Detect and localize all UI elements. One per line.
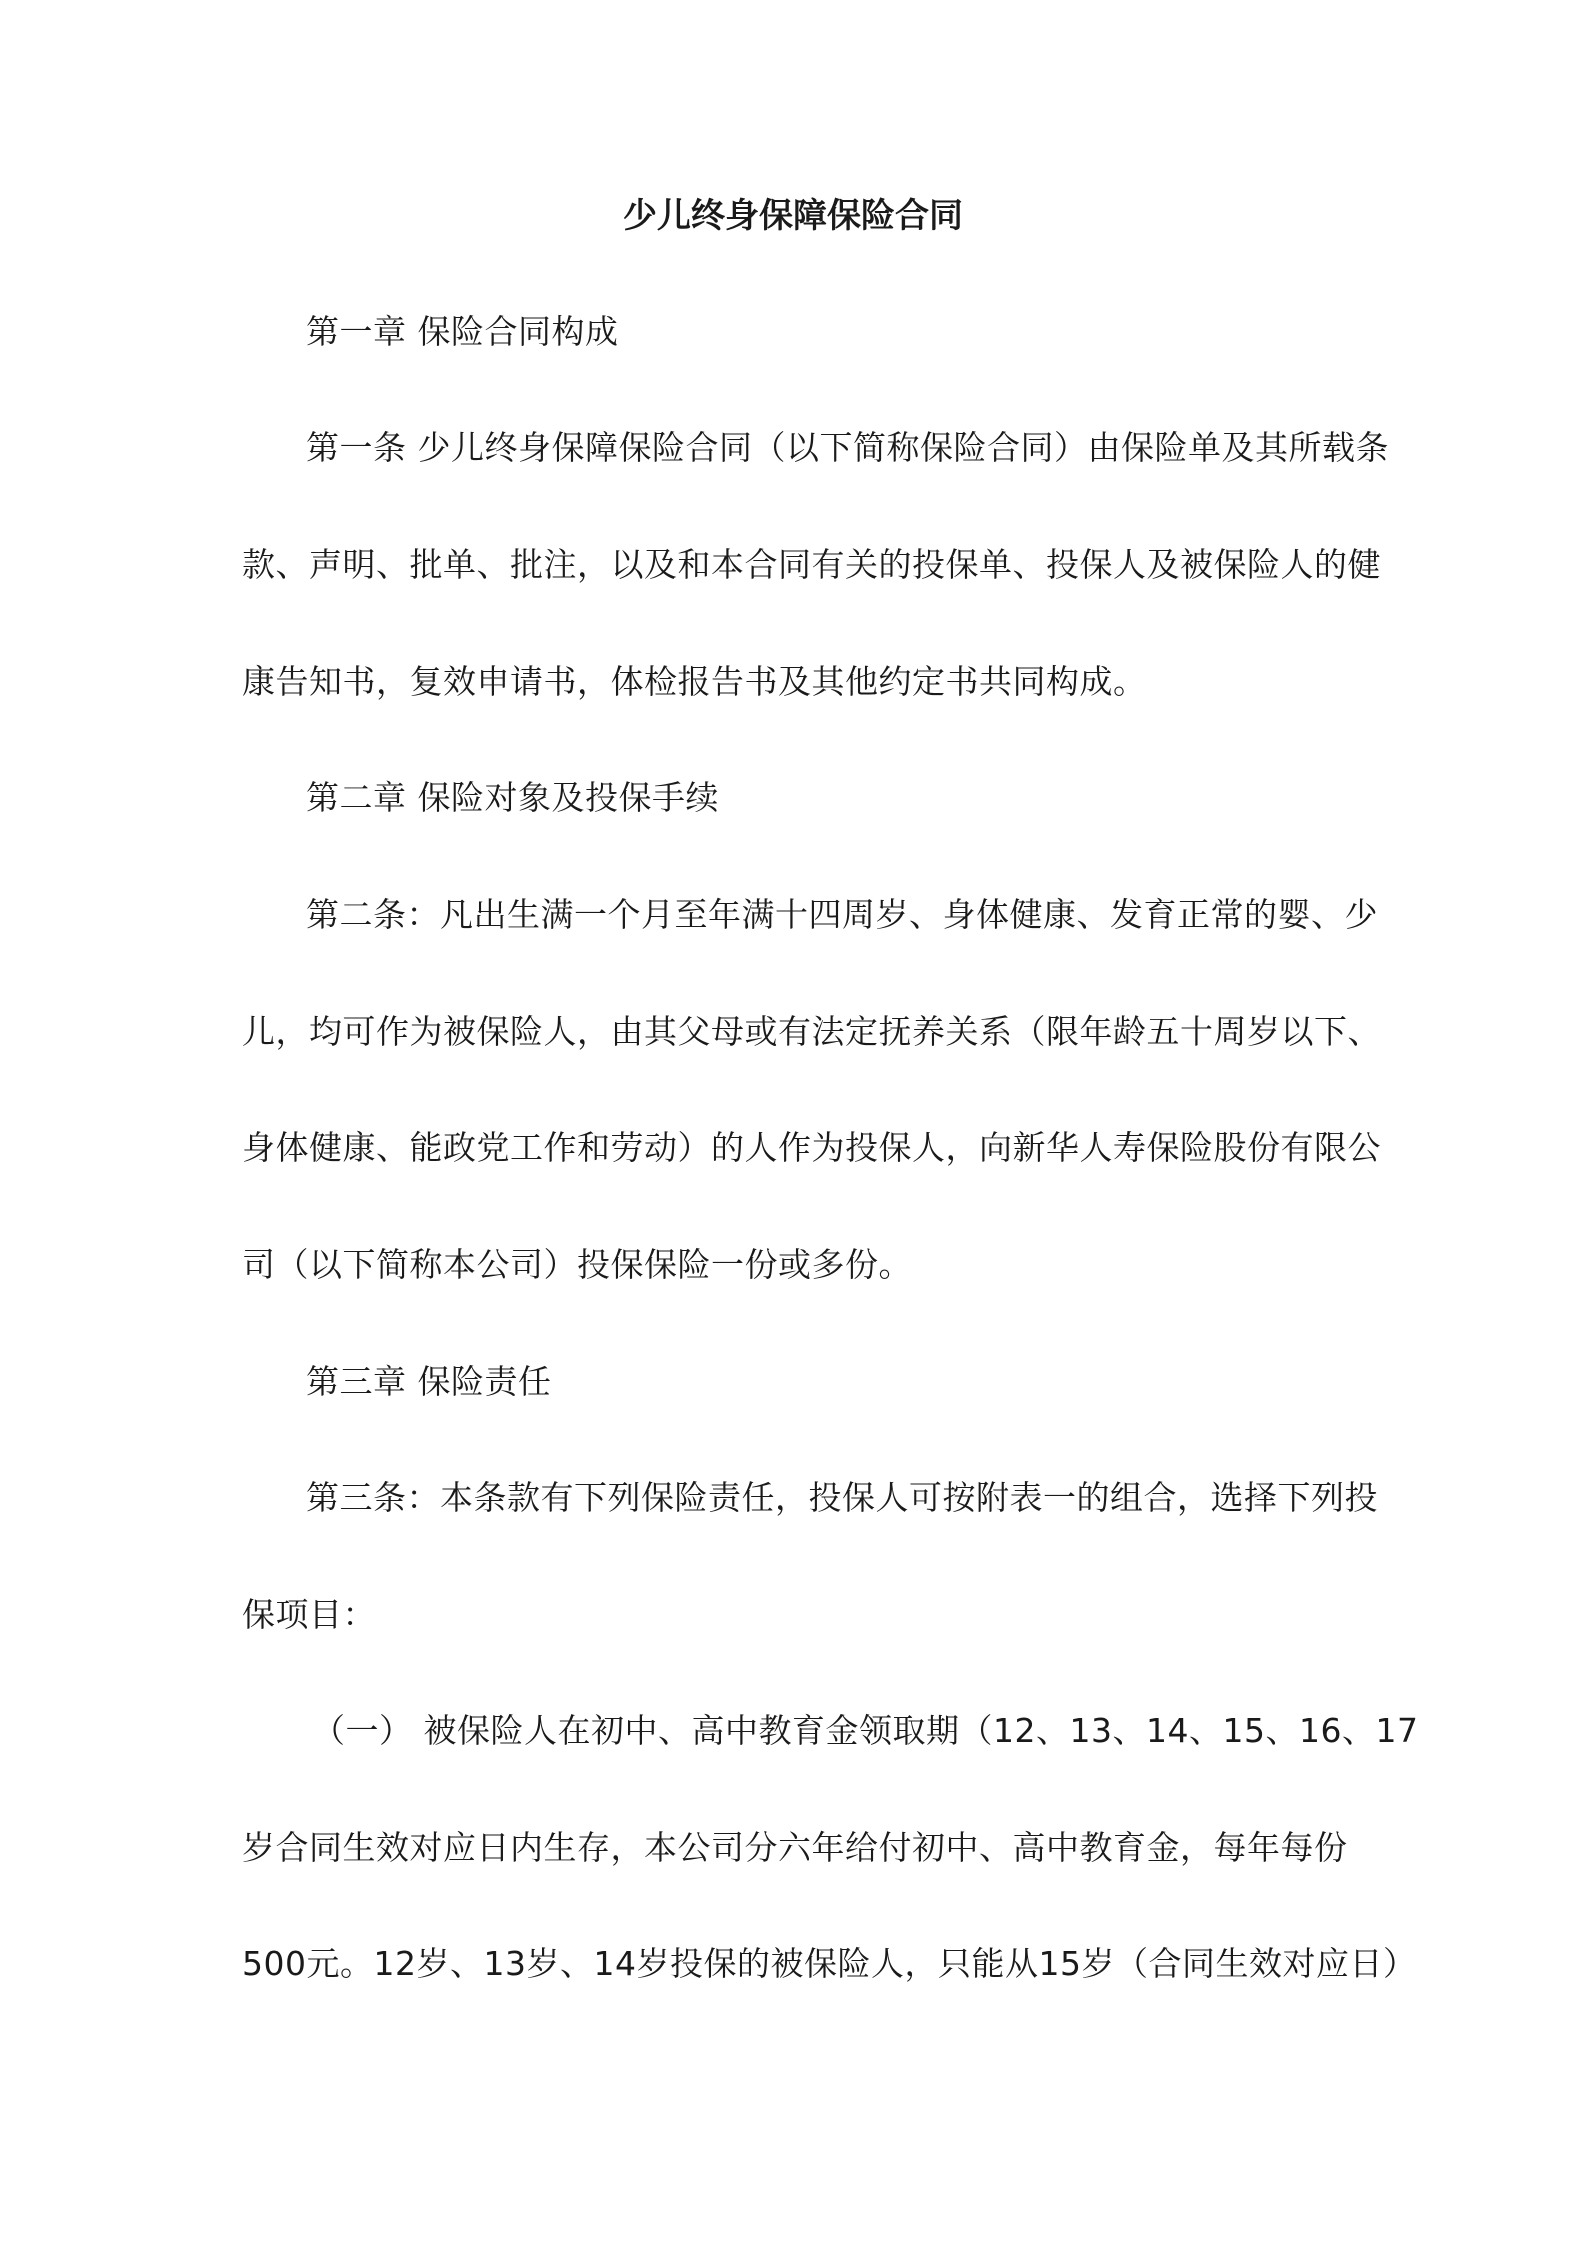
article-1-line-1: 第一条 少儿终身保障保险合同（以下简称保险合同）由保险单及其所载条 (306, 428, 1389, 467)
article-2-line-3: 身体健康、能政党工作和劳动）的人作为投保人，向新华人寿保险股份有限公 (242, 1128, 1381, 1167)
article-2-line-4: 司（以下简称本公司）投保保险一份或多份。 (242, 1245, 912, 1284)
chapter-3-heading: 第三章 保险责任 (306, 1362, 552, 1401)
article-2-line-1: 第二条：凡出生满一个月至年满十四周岁、身体健康、发育正常的婴、少 (306, 895, 1378, 934)
document-title: 少儿终身保障保险合同 (623, 196, 963, 236)
item-1-line-3: 500元。12岁、13岁、14岁投保的被保险人，只能从15岁（合同生效对应日） (242, 1944, 1417, 1983)
article-2-line-2: 儿，均可作为被保险人，由其父母或有法定抚养关系（限年龄五十周岁以下、 (242, 1012, 1381, 1051)
article-3-line-1: 第三条：本条款有下列保险责任，投保人可按附表一的组合，选择下列投 (306, 1478, 1378, 1517)
item-1-line-2: 岁合同生效对应日内生存，本公司分六年给付初中、高中教育金，每年每份 (242, 1828, 1348, 1867)
article-3-line-2: 保项目： (242, 1595, 376, 1634)
article-1-line-3: 康告知书，复效申请书，体检报告书及其他约定书共同构成。 (242, 662, 1147, 701)
item-1-line-1: （一） 被保险人在初中、高中教育金领取期（12、13、14、15、16、17 (312, 1711, 1419, 1750)
chapter-1-heading: 第一章 保险合同构成 (306, 312, 619, 351)
article-1-line-2: 款、声明、批单、批注，以及和本合同有关的投保单、投保人及被保险人的健 (242, 545, 1381, 584)
chapter-2-heading: 第二章 保险对象及投保手续 (306, 778, 719, 817)
